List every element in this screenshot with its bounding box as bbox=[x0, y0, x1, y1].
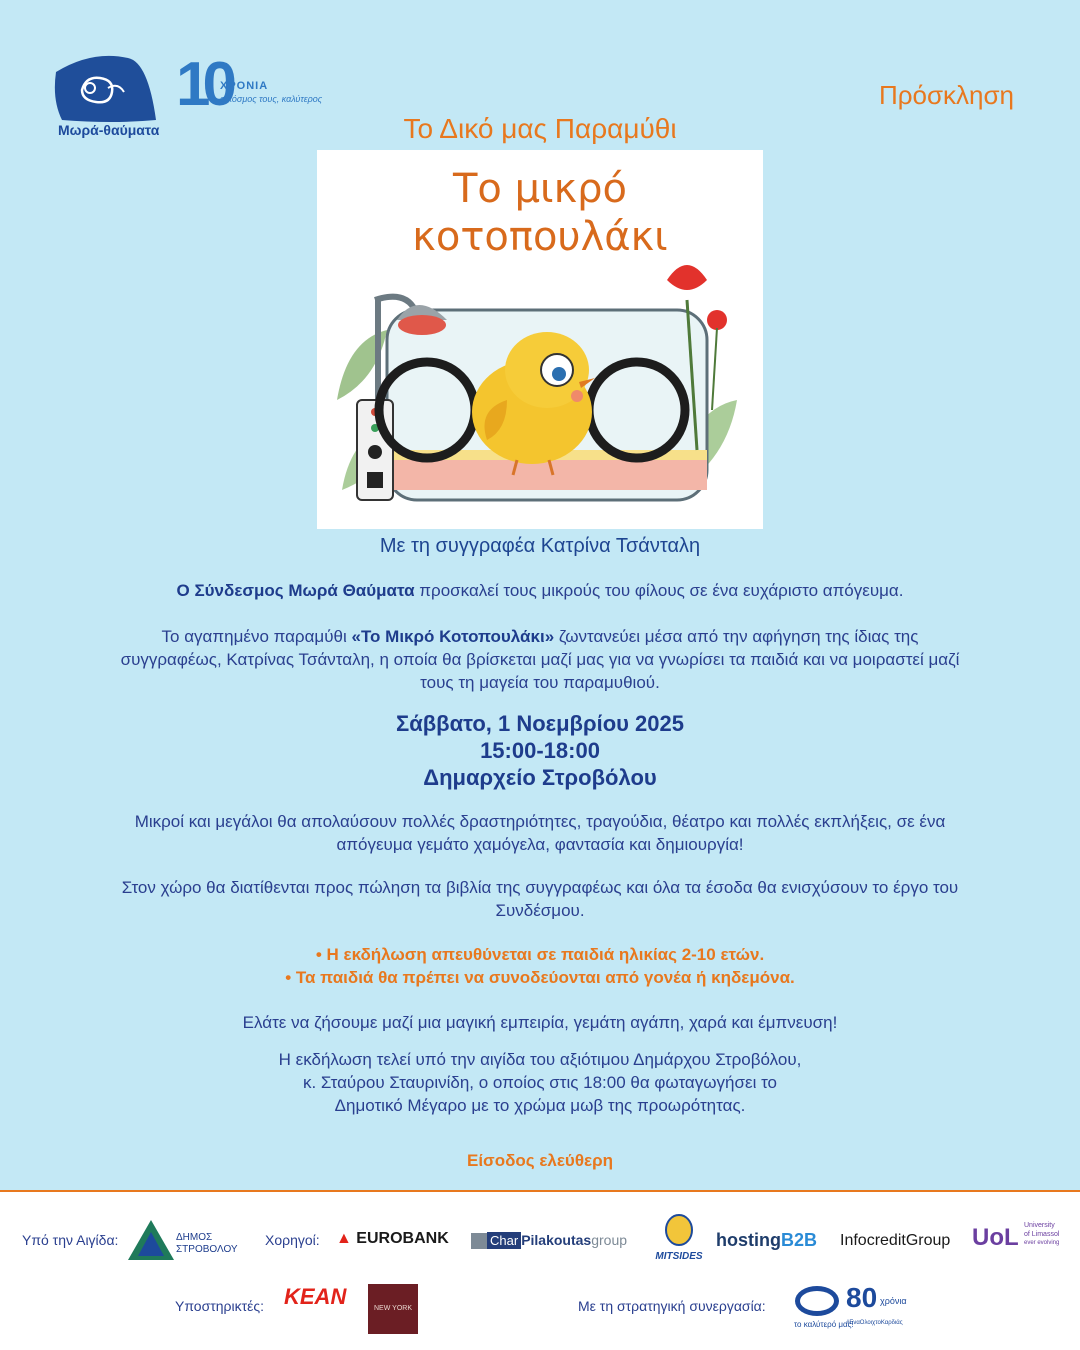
partnership-label: Με τη στρατηγική συνεργασία: bbox=[578, 1298, 766, 1314]
strovolos-triangle-icon bbox=[126, 1218, 176, 1262]
patronage-line-2: κ. Σταύρου Σταυρινίδη, ο οποίος στις 18:00 θα φωταγωγήσει το bbox=[302, 1073, 777, 1092]
event-details bbox=[0, 710, 1080, 791]
closing-paragraph: Ελάτε να ζήσουμε μαζί μια μαγική εμπειρία, γεμάτη αγάπη, χαρά και έμπνευση! bbox=[242, 1013, 838, 1032]
sponsor-hostingb2b bbox=[716, 1230, 817, 1251]
partner-years: χρόνια bbox=[880, 1296, 907, 1306]
anniversary-tagline: ο κόσμος τους, καλύτερος bbox=[220, 94, 323, 104]
aegis-logo-line1: ΔΗΜΟΣ bbox=[176, 1232, 213, 1243]
pilakoutas-group: group bbox=[591, 1232, 628, 1248]
sponsor-pilakoutas bbox=[471, 1232, 627, 1250]
pilakoutas-name: Pilakoutas bbox=[521, 1232, 592, 1248]
patronage-line-1: Η εκδήλωση τελεί υπό την αιγίδα του αξιότιμου Δημάρχου Στροβόλου, bbox=[278, 1050, 802, 1069]
mitsides-emblem-icon bbox=[664, 1214, 694, 1246]
event-time: 15:00-18:00 bbox=[480, 738, 600, 763]
kean-logo: KEAN bbox=[284, 1284, 347, 1309]
event-date: Σάββατο, 1 Νοεμβρίου 2025 bbox=[396, 711, 684, 736]
note-guardian: • Τα παιδιά θα πρέπει να συνοδεύονται από γονέα ή κηδεμόνα. bbox=[285, 968, 795, 987]
newyork-logo: NEW YORK bbox=[374, 1305, 412, 1312]
sponsor-eurobank-name: EUROBANK bbox=[356, 1230, 449, 1247]
story-post: ζωντανεύει μέσα από την αφήγηση της ίδιας της συγγραφέως, Κατρίνας Τσάνταλη, η οποία θα βρίσκεται μαζί μας για να γνωρίσει τα παιδιά και να μοιραστεί μαζί τους τη μαγεία του παραμυθιού. bbox=[120, 627, 960, 692]
partner-oval-logo-icon bbox=[794, 1284, 840, 1318]
strovolos-logo bbox=[126, 1218, 246, 1264]
aegis-label: Υπό την Αιγίδα: bbox=[22, 1232, 119, 1248]
sponsor-eurobank bbox=[336, 1230, 449, 1248]
patronage-paragraph bbox=[110, 1048, 970, 1117]
anniversary-label: ΧΡΟΝΙΑ bbox=[220, 80, 269, 92]
chick-incubator-illustration bbox=[317, 150, 763, 529]
sponsor-uol bbox=[972, 1222, 1062, 1258]
patronage-line-3: Δημοτικό Μέγαρο με το χρώμα μωβ της προωρότητας. bbox=[334, 1096, 746, 1115]
uol-limassol: of Limassol bbox=[1024, 1231, 1060, 1238]
uol-university: University bbox=[1024, 1222, 1055, 1229]
infocredit-name: InfocreditGroup bbox=[840, 1232, 951, 1249]
invitation-label: Πρόσκληση bbox=[878, 80, 1014, 110]
activities-paragraph: Μικροί και μεγάλοι θα απολαύσουν πολλές δραστηριότητες, τραγούδια, θέατρο και πολλές εκπλήξεις, σε ένα απόγευμα γεμάτο χαμόγελα, φαντασία και δημιουργία! bbox=[134, 812, 946, 854]
sponsor-mitsides bbox=[650, 1214, 708, 1264]
sponsor-infocredit bbox=[840, 1232, 950, 1250]
partner-tagline: το καλύτερό μας! bbox=[794, 1320, 854, 1329]
event-venue: Δημαρχείο Στροβόλου bbox=[423, 765, 657, 790]
partner-hashtag: #ΕναΟλοιχτοΚαρδιάς bbox=[846, 1320, 903, 1326]
supporters-label: Υποστηρικτές: bbox=[175, 1298, 265, 1314]
cover-title-line2: κοτοπουλάκι bbox=[412, 214, 668, 260]
mitsides-name: MITSIDES bbox=[655, 1251, 703, 1262]
supporter-newyork bbox=[368, 1284, 418, 1334]
supporter-kean bbox=[284, 1284, 348, 1330]
story-pre: Το αγαπημένο παραμύθι bbox=[161, 627, 352, 646]
notes bbox=[110, 943, 970, 989]
anniversary-number: 10 bbox=[176, 50, 229, 119]
intro-bold: Ο Σύνδεσμος Μωρά Θαύματα bbox=[176, 581, 415, 600]
org-logo-text: Μωρά-θαύματα bbox=[58, 122, 160, 138]
partner-charalambides bbox=[794, 1284, 924, 1340]
aegis-logo-line2: ΣΤΡΟΒΟΛΟΥ bbox=[176, 1244, 238, 1255]
story-paragraph bbox=[110, 625, 970, 694]
intro-paragraph bbox=[110, 579, 970, 602]
intro-text: προσκαλεί τους μικρούς του φίλους σε ένα ευχάριστο απόγευμα. bbox=[414, 581, 904, 600]
books-paragraph: Στον χώρο θα διατίθενται προς πώληση τα βιβλία της συγγραφέως και όλα τα έσοδα θα ενισχύσουν το έργο του Συνδέσμου. bbox=[121, 878, 959, 920]
free-entry: Είσοδος ελεύθερη bbox=[467, 1151, 613, 1170]
story-bold: «Το Μικρό Κοτοπουλάκι» bbox=[351, 627, 555, 646]
partner-80-icon: 80 bbox=[846, 1282, 878, 1313]
eurobank-icon: ▲ bbox=[336, 1230, 352, 1247]
author-line: Με τη συγγραφέα Κατρίνα Τσάνταλη bbox=[379, 535, 701, 557]
uol-tagline: ever evolving bbox=[1024, 1240, 1060, 1246]
uol-logo: UoL bbox=[972, 1224, 1019, 1251]
b2b-text: B2B bbox=[781, 1230, 818, 1250]
pilakoutas-char: Char bbox=[487, 1232, 521, 1249]
sponsors-label: Χορηγοί: bbox=[265, 1232, 320, 1248]
event-title: Το Δικό μας Παραμύθι bbox=[403, 113, 677, 144]
pilakoutas-mark-icon bbox=[471, 1233, 487, 1249]
cover-title-line1: Το μικρό bbox=[452, 166, 628, 212]
note-age: • Η εκδήλωση απευθύνεται σε παιδιά ηλικίας 2-10 ετών. bbox=[315, 945, 765, 964]
footer bbox=[0, 1192, 1080, 1350]
book-cover-image bbox=[317, 150, 763, 529]
hosting-text: hosting bbox=[716, 1230, 781, 1250]
